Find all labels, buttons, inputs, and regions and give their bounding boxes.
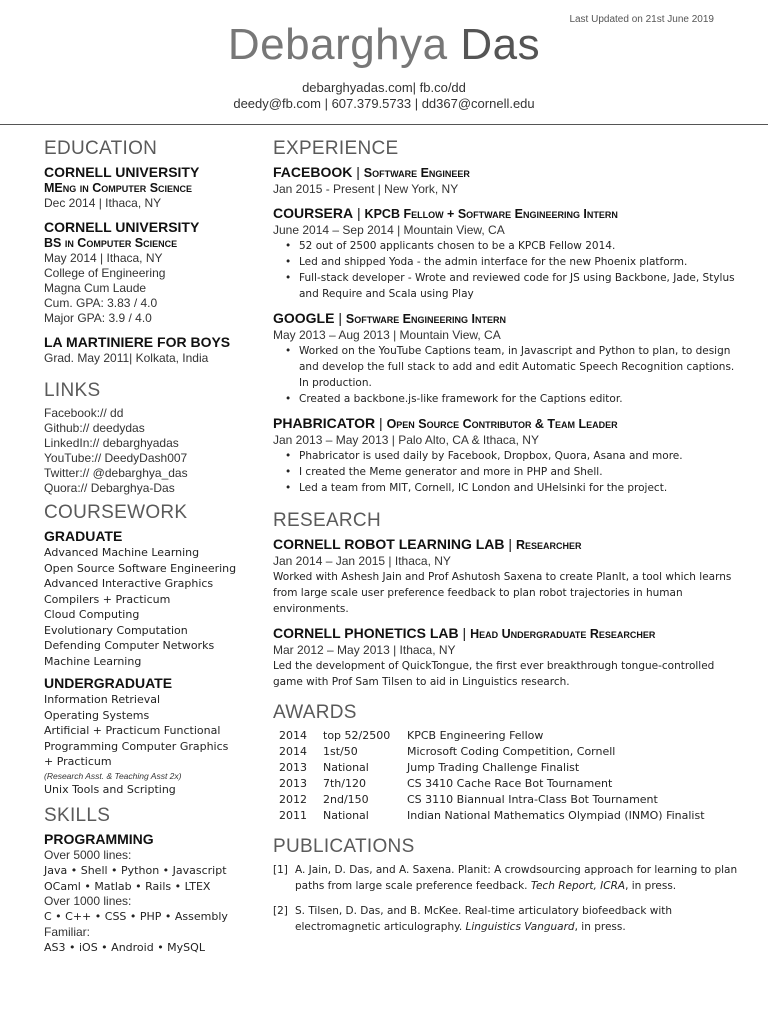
course-item: Advanced Machine Learning [44, 546, 200, 559]
award-rank: 1st/50 [323, 745, 358, 758]
job-role: Open Source Contributor & Team Leader [386, 417, 618, 431]
award-year: 2011 [279, 809, 307, 822]
job-company: COURSERA [273, 205, 354, 221]
award-year: 2014 [279, 745, 307, 758]
education-item [44, 219, 254, 326]
research-desc: Led the development of QuickTongue, the first ever breakthrough tongue-controlled game with Prof Sam Tilsen to aid in Linguistics research. [273, 660, 715, 688]
link-youtube[interactable]: YouTube:// DeedyDash007 [44, 451, 188, 465]
skill-label: Over 1000 lines: [44, 894, 132, 908]
job-entry: GOOGLE | Software Engineering Intern May 2013 – Aug 2013 | Mountain View, CA • Worked on the YouTube Captions team, in Javascript and Python to plan, to design and develop the full stack to add and edit Automatic Speech Recognition captions. In production. • Created a backbone.js-like framework for the Captions editor. [273, 310, 743, 407]
award-rank: National [323, 809, 369, 822]
award-rank: top 52/2500 [323, 729, 391, 742]
job-bullet: • Led a team from MIT, Cornell, IC London and UHelsinki for the project. [285, 480, 743, 496]
right-column [273, 138, 743, 944]
research-lab: CORNELL ROBOT LEARNING LAB [273, 536, 505, 552]
publication-text: S. Tilsen, D. Das, and B. McKee. Real-time articulatory biofeedback with electromagnetic articulography. [295, 905, 673, 933]
education-title: EDUCATION [44, 138, 158, 159]
award-name: Indian National Mathematics Olympiad (INMO) Finalist [407, 809, 705, 822]
skill-list: AS3 • iOS • Android • MySQL [44, 940, 205, 954]
publications-title: PUBLICATIONS [273, 836, 415, 857]
award-name: CS 3410 Cache Race Bot Tournament [407, 777, 613, 790]
resume-name [0, 20, 768, 70]
award-year: 2013 [279, 777, 307, 790]
skill-list: C • C++ • CSS • PHP • Assembly [44, 910, 228, 923]
links-title: LINKS [44, 380, 101, 401]
research-meta: Mar 2012 – May 2013 | Ithaca, NY [273, 643, 456, 657]
course-item: Programming Computer Graphics [44, 739, 229, 753]
course-item: Cloud Computing [44, 608, 140, 621]
job-entry: FACEBOOK | Software Engineer Jan 2015 - Present | New York, NY [273, 164, 743, 197]
award-row [279, 760, 713, 776]
course-item: Compilers + Practicum [44, 592, 171, 606]
education-meta: Dec 2014 | Ithaca, NY [44, 196, 162, 210]
degree: BS in Computer Science [44, 236, 178, 250]
course-item: Advanced Interactive Graphics [44, 577, 214, 590]
job-role: Software Engineer [363, 166, 470, 180]
publication-number: [1] [273, 864, 288, 876]
publication-item [273, 862, 743, 894]
job-bullet: • 52 out of 2500 applicants chosen to be a KPCB Fellow 2014. [285, 238, 743, 254]
award-row [279, 776, 713, 792]
education-item [44, 334, 254, 366]
publication-item [273, 903, 743, 935]
contact-line-1[interactable]: debarghyadas.com| fb.co/dd [302, 80, 466, 95]
publication-venue: Linguistics Vanguard [465, 921, 575, 933]
skill-list: OCaml • Matlab • Rails • LTEX [44, 879, 211, 893]
skill-label: Over 5000 lines: [44, 848, 132, 862]
course-item: Defending Computer Networks [44, 639, 215, 652]
course-item: Machine Learning [44, 654, 142, 668]
course-item: Evolutionary Computation [44, 623, 188, 637]
job-bullet: • Full-stack developer - Wrote and reviewed code for JS using Backbone, Jade, Stylus and Require and Scala using Play [285, 270, 743, 302]
school-name: CORNELL UNIVERSITY [44, 164, 200, 180]
course-item: Operating Systems [44, 708, 150, 722]
job-bullet: • I created the Meme generator and more in PHP and Shell. [285, 464, 743, 480]
award-rank: National [323, 761, 369, 774]
research-title: RESEARCH [273, 510, 381, 531]
skills-title: SKILLS [44, 805, 111, 826]
course-item: Open Source Software Engineering [44, 561, 237, 575]
job-meta: June 2014 – Sep 2014 | Mountain View, CA [273, 223, 505, 237]
experience-title: EXPERIENCE [273, 138, 399, 159]
award-year: 2013 [279, 761, 307, 774]
job-role: KPCB Fellow + Software Engineering Intern [364, 207, 618, 221]
school-name: CORNELL UNIVERSITY [44, 219, 200, 235]
link-facebook[interactable]: Facebook:// dd [44, 406, 124, 420]
education-meta: May 2014 | Ithaca, NY [44, 251, 163, 265]
job-bullet: • Created a backbone.js-like framework for the Captions editor. [285, 391, 743, 407]
education-detail: Major GPA: 3.9 / 4.0 [44, 311, 152, 325]
skill-list: Java • Shell • Python • Javascript [44, 864, 227, 877]
award-name: Microsoft Coding Competition, Cornell [407, 745, 616, 758]
job-bullet: • Led and shipped Yoda - the admin interface for the new Phoenix platform. [285, 254, 743, 270]
first-name: Debarghya [227, 20, 448, 69]
awards-table [279, 728, 713, 824]
school-name: LA MARTINIERE FOR BOYS [44, 334, 231, 350]
job-meta: May 2013 – Aug 2013 | Mountain View, CA [273, 328, 501, 342]
education-meta: Grad. May 2011| Kolkata, India [44, 351, 209, 365]
research-entry: CORNELL PHONETICS LAB | Head Undergraduate Researcher Mar 2012 – May 2013 | Ithaca, NY Led the development of QuickTongue, the first ever breakthrough tongue-controlled game with Prof Sam Tilsen to aid in Linguistics research. [273, 625, 743, 690]
course-item: Information Retrieval [44, 693, 161, 706]
education-detail: Magna Cum Laude [44, 281, 147, 295]
research-role: Head Undergraduate Researcher [470, 627, 656, 641]
publication-tail: , in press. [574, 921, 626, 933]
link-twitter[interactable]: Twitter:// @debarghya_das [44, 466, 188, 480]
publication-number: [2] [273, 905, 288, 917]
research-lab: CORNELL PHONETICS LAB [273, 625, 459, 641]
job-entry: COURSERA | KPCB Fellow + Software Engineering Intern June 2014 – Sep 2014 | Mountain View, CA • 52 out of 2500 applicants chosen to be a KPCB Fellow 2014. • Led and shipped Yoda - the admin interface for the new Phoenix platform. • Full-stack developer - Wrote and reviewed code for JS using Backbone, Jade, Stylus and Require and Scala using Play [273, 205, 743, 302]
degree: MEng in Computer Science [44, 181, 193, 195]
education-detail: Cum. GPA: 3.83 / 4.0 [44, 296, 158, 310]
job-role: Software Engineering Intern [345, 312, 506, 326]
job-company: FACEBOOK [273, 164, 353, 180]
job-meta: Jan 2015 - Present | New York, NY [273, 182, 459, 196]
publication-text: A. Jain, D. Das, and A. Saxena. Planit: A crowdsourcing approach for learning to plan paths from large scale preference feedback. [295, 864, 738, 892]
programming-title: PROGRAMMING [44, 831, 154, 847]
education-item [44, 164, 254, 211]
research-role: Researcher [515, 538, 582, 552]
last-updated: Last Updated on 21st June 2019 [569, 14, 714, 25]
graduate-title: GRADUATE [44, 528, 123, 544]
award-row [279, 728, 713, 744]
research-desc: Worked with Ashesh Jain and Prof Ashutosh Saxena to create PlanIt, a tool which learns from large scale user preference feedback to plan robot trajectories in human environments. [273, 571, 732, 615]
coursework-title: COURSEWORK [44, 502, 188, 523]
course-item: + Practicum [44, 755, 112, 768]
job-bullet: • Phabricator is used daily by Facebook, Dropbox, Quora, Asana and more. [285, 448, 743, 464]
award-name: KPCB Engineering Fellow [407, 729, 544, 742]
research-entry: CORNELL ROBOT LEARNING LAB | Researcher Jan 2014 – Jan 2015 | Ithaca, NY Worked with Ashesh Jain and Prof Ashutosh Saxena to create PlanIt, a tool which learns from large scale user preference feedback to plan robot trajectories in human environments. [273, 536, 743, 617]
job-company: PHABRICATOR [273, 415, 376, 431]
award-year: 2014 [279, 729, 307, 742]
job-meta: Jan 2013 – May 2013 | Palo Alto, CA & Ithaca, NY [273, 433, 539, 447]
job-entry: PHABRICATOR | Open Source Contributor & Team Leader Jan 2013 – May 2013 | Palo Alto, CA & Ithaca, NY • Phabricator is used daily by Facebook, Dropbox, Quora, Asana and more. • I created the Meme generator and more in PHP and Shell. • Led a team from MIT, Cornell, IC London and UHelsinki for the project. [273, 415, 743, 496]
award-rank: 7th/120 [323, 777, 366, 790]
header-divider [0, 124, 768, 125]
education-detail: College of Engineering [44, 266, 166, 280]
contact-line-2[interactable]: deedy@fb.com | 607.379.5733 | dd367@cornell.edu [233, 96, 535, 111]
award-name: Jump Trading Challenge Finalist [407, 761, 580, 774]
award-row [279, 744, 713, 760]
skill-label: Familiar: [44, 924, 91, 939]
publication-venue: Tech Report, ICRA [530, 880, 626, 892]
award-rank: 2nd/150 [323, 793, 369, 806]
award-name: CS 3110 Biannual Intra-Class Bot Tournament [407, 793, 658, 806]
link-linkedin[interactable]: LinkedIn:// debarghyadas [44, 436, 179, 450]
award-year: 2012 [279, 793, 307, 806]
contact-block [0, 80, 768, 112]
awards-title: AWARDS [273, 702, 357, 723]
course-item: Artificial + Practicum Functional [44, 724, 221, 737]
research-meta: Jan 2014 – Jan 2015 | Ithaca, NY [273, 554, 451, 568]
job-bullet: • Worked on the YouTube Captions team, in Javascript and Python to plan, to design and develop the full stack to add and edit Automatic Speech Recognition captions. In production. [285, 343, 743, 391]
undergrad-title: UNDERGRADUATE [44, 675, 173, 691]
last-name: Das [460, 20, 541, 69]
left-column [44, 138, 254, 955]
course-note: (Research Asst. & Teaching Asst 2x) [44, 770, 182, 781]
award-row [279, 808, 713, 824]
publication-tail: , in press. [625, 880, 677, 892]
job-company: GOOGLE [273, 310, 335, 326]
link-github[interactable]: Github:// deedydas [44, 421, 145, 435]
link-quora[interactable]: Quora:// Debarghya-Das [44, 481, 175, 495]
course-item: Unix Tools and Scripting [44, 782, 176, 796]
award-row [279, 792, 713, 808]
